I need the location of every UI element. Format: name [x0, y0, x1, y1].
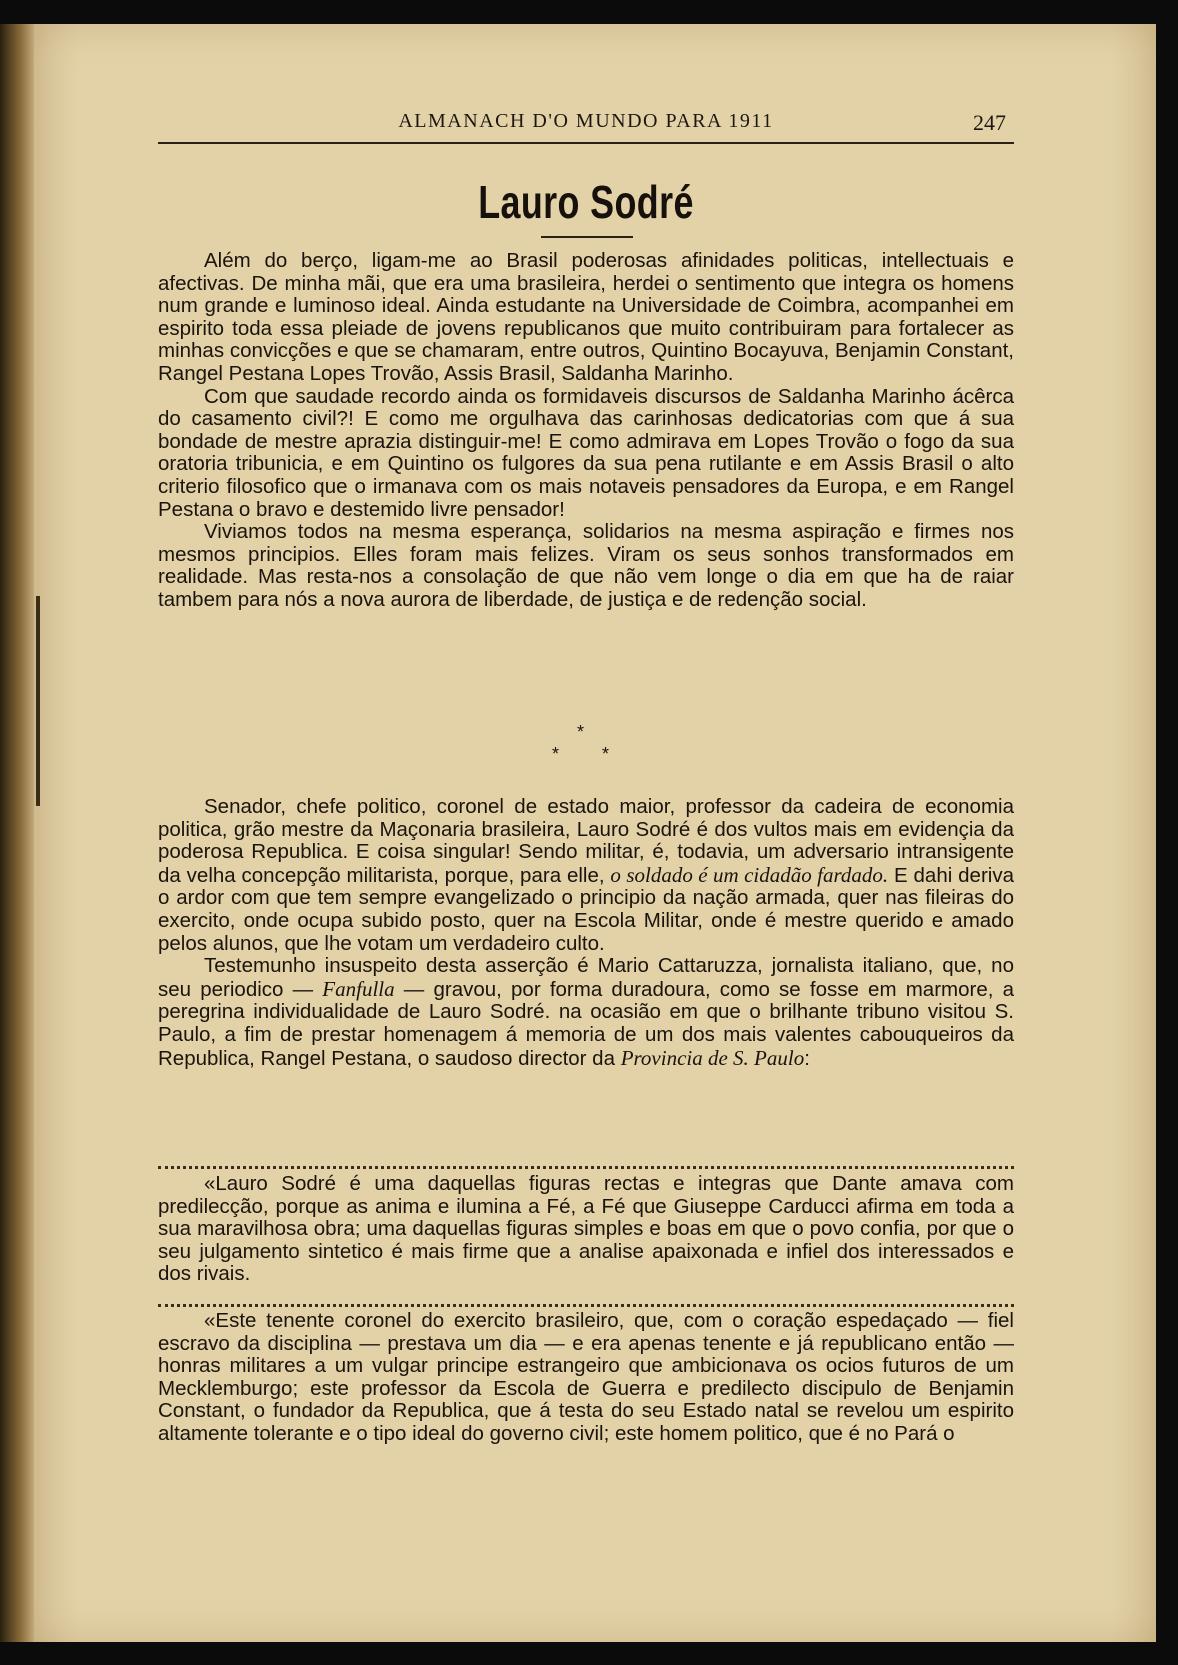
title-rule — [541, 236, 633, 238]
paragraph: Viviamos todos na mesma esperança, solidarios na mesma aspiração e firmes nos mesmos principios. Elles foram mais felizes. Viram os seus sonhos transformados em realidade. Mas resta-nos a consolação de que não vem longe o dia em que ha de raiar tambem para nós a nova aurora de liberdade, de justiça e de redenção social. — [158, 520, 1014, 611]
paragraph: Senador, chefe politico, coronel de estado maior, professor da cadeira de economia politica, grão mestre da Maçonaria brasileira, Lauro Sodré é dos vultos mais em evidençia da poderosa Republica. E coisa singular! Sendo militar, é, todavia, um adversario intransigente da velha concepção militarista, porque, para elle, o soldado é um cidadão fardado. E dahi deriva o ardor com que tem sempre evangelizado o principio da nação armada, quer nas fileiras do exercito, onde ocupa subido posto, quer na Escola Militar, onde é mestre querido e amado pelos alunos, que lhe votam um verdadeiro culto. — [158, 795, 1014, 955]
paragraph: Além do berço, ligam-me ao Brasil poderosas afinidades politicas, intellectuais e afectivas. De minha mãi, que era uma brasileira, herdei o sentimento que integra os homens num grande e luminoso ideal. Ainda estudante na Universidade de Coimbra, acompanhei em espirito toda essa pleiade de jovens republicanos que muito contribuiram para fortalecer as minhas convicções e que se chamaram, entre outros, Quintino Bocayuva, Benjamin Constant, Rangel Pestana Lopes Trovão, Assis Brasil, Saldanha Marinho. — [158, 249, 1014, 385]
paragraph: Com que saudade recordo ainda os formidaveis discursos de Saldanha Marinho ácêrca do casamento civil?! E como me orgulhava das carinhosas dedicatorias com que á sua bondade de mestre aprazia distinguir-me! E como admirava em Lopes Trovão o fogo da sua oratoria tribunicia, e em Quintino os fulgores da sua pena rutilante e em Assis Brasil o alto criterio filosofico que o irmanava com os mais notaveis pensadores da Europa, e em Rangel Pestana o bravo e destemido livre pensador! — [158, 384, 1014, 521]
asterism-star: * — [577, 722, 585, 742]
intro-section — [158, 250, 1014, 612]
page-number: 247 — [973, 110, 1006, 135]
page-edge-mark — [36, 596, 40, 806]
asterism-star: * — [602, 744, 610, 764]
running-header — [158, 108, 1014, 144]
asterism-divider — [548, 722, 628, 772]
running-title: ALMANACH D'O MUNDO PARA 1911 — [398, 110, 774, 132]
quote-2 — [158, 1310, 1014, 1446]
italic-phrase: o soldado é um cidadão fardado. — [610, 862, 889, 887]
article-title: Lauro Sodré — [478, 176, 694, 228]
paragraph: Testemunho insuspeito desta asserção é Mario Cattaruzza, jornalista italiano, que, no seu periodico — Fanfulla — gravou, por forma duradoura, como se fosse em marmore, a peregrina individualidade de Lauro Sodré. na ocasião em que o brilhante tribuno visitou S. Paulo, a fim de prestar homenagem á memoria de um dos mais valentes cabouqueiros da Republica, Rangel Pestana, o saudoso director da Provincia de S. Paulo: — [158, 954, 1014, 1070]
ellipsis-line — [158, 1294, 1014, 1307]
ellipsis-line — [158, 1156, 1014, 1169]
paragraph: «Este tenente coronel do exercito brasileiro, que, com o coração espedaçado — fiel escravo da disciplina — prestava um dia — e era apenas tenente e já republicano então — honras militares a um vulgar principe estrangeiro que ambicionava os ocios futuros de um Mecklemburgo; este professor da Escola de Guerra e predilecto discipulo de Benjamin Constant, o fundador da Republica, que á testa do seu Estado natal se revelou um espirito altamente tolerante e o tipo ideal do governo civil; este homem politico, que é no Pará o — [158, 1309, 1014, 1445]
paragraph: «Lauro Sodré é uma daquellas figuras rectas e integras que Dante amava com predilecção, porque as anima e ilumina a Fé, a Fé que Giuseppe Carducci afirma em toda a sua maravilhosa obra; uma daquellas figuras simples e boas em que o povo confia, por que o seu julgamento sintetico é mais firme que a analise apaixonada e infiel dos interessados e dos rivais. — [158, 1172, 1014, 1286]
biography-section — [158, 796, 1014, 1070]
asterism-star: * — [552, 744, 560, 764]
periodical-title: Provincia de S. Paulo — [620, 1045, 805, 1070]
periodical-title: Fanfulla — [322, 976, 395, 1001]
book-spine — [0, 24, 34, 1642]
quote-1 — [158, 1173, 1014, 1286]
